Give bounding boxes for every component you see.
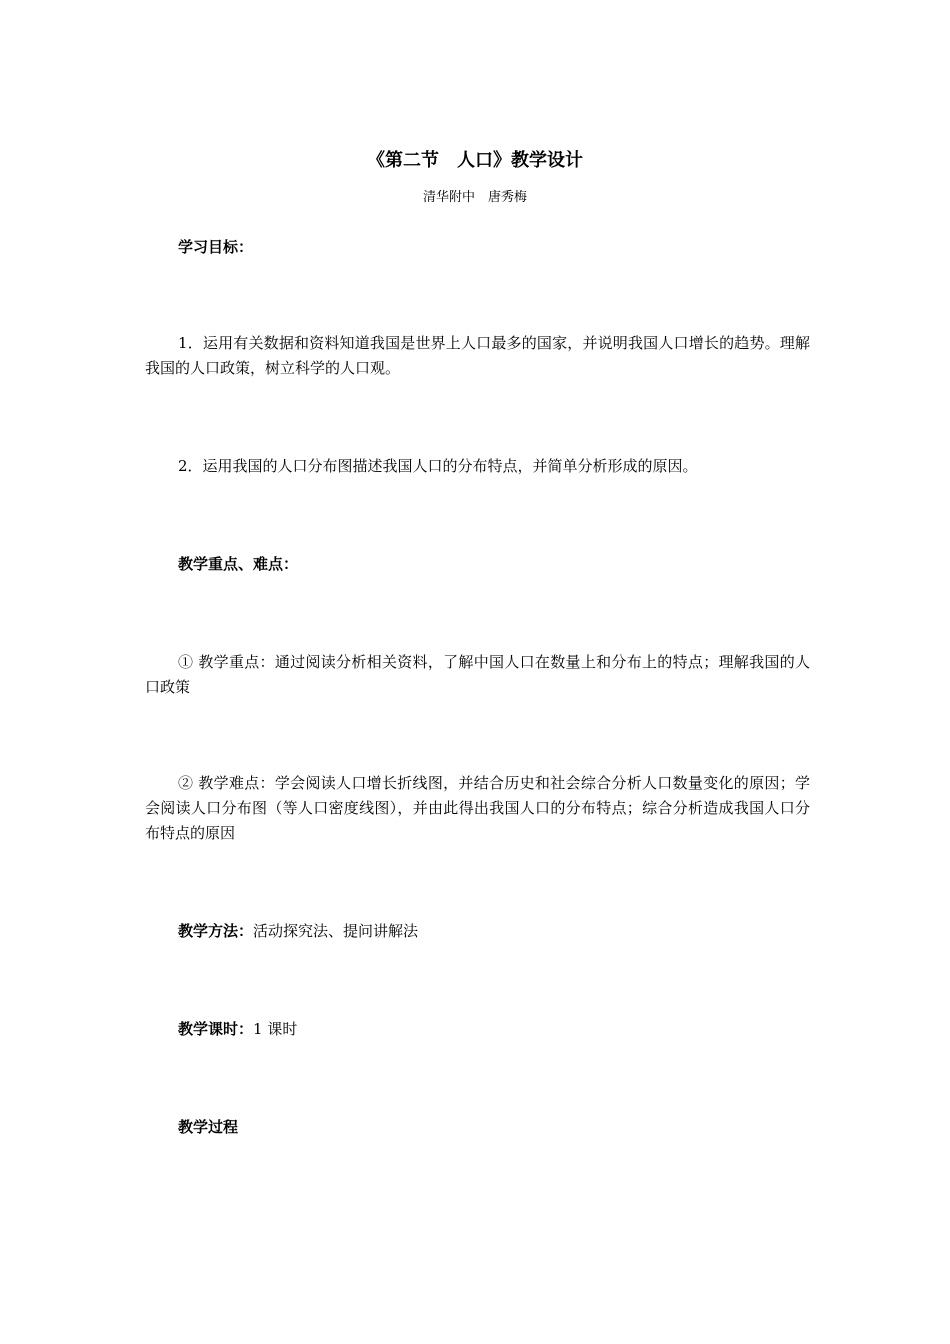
teaching-method-line [178,920,418,942]
teaching-hours-line [178,1018,297,1040]
teaching-hours-value: 1 课时 [253,1020,298,1038]
objective-item-1: 1．运用有关数据和资料知道我国是世界上人口最多的国家，并说明我国人口增长的趋势。理解我国的人口政策，树立科学的人口观。 [145,334,810,377]
document-title: 《第二节 人口》教学设计 [367,150,583,171]
teaching-method-value: 活动探究法、提问讲解法 [253,922,419,940]
teaching-method-label: 教学方法： [178,922,254,940]
teaching-focus-paragraph: ① 教学重点：通过阅读分析相关资料，了解中国人口在数量上和分布上的特点；理解我国的人口政策 [145,653,810,696]
objectives-heading: 学习目标： [178,238,254,256]
teaching-hours-label: 教学课时： [178,1020,254,1038]
key-points-heading: 教学重点、难点： [178,555,299,573]
objective-item-2: 2．运用我国的人口分布图描述我国人口的分布特点，并简单分析形成的原因。 [178,457,698,475]
teaching-difficulty-paragraph: ② 教学难点：学会阅读人口增长折线图，并结合历史和社会综合分析人口数量变化的原因；学会阅读人口分布图（等人口密度线图），并由此得出我国人口的分布特点；综合分析造成我国人口分布特点的原因 [145,774,810,842]
document-author: 清华附中 唐秀梅 [422,190,527,205]
teaching-process-heading: 教学过程 [178,1118,239,1136]
